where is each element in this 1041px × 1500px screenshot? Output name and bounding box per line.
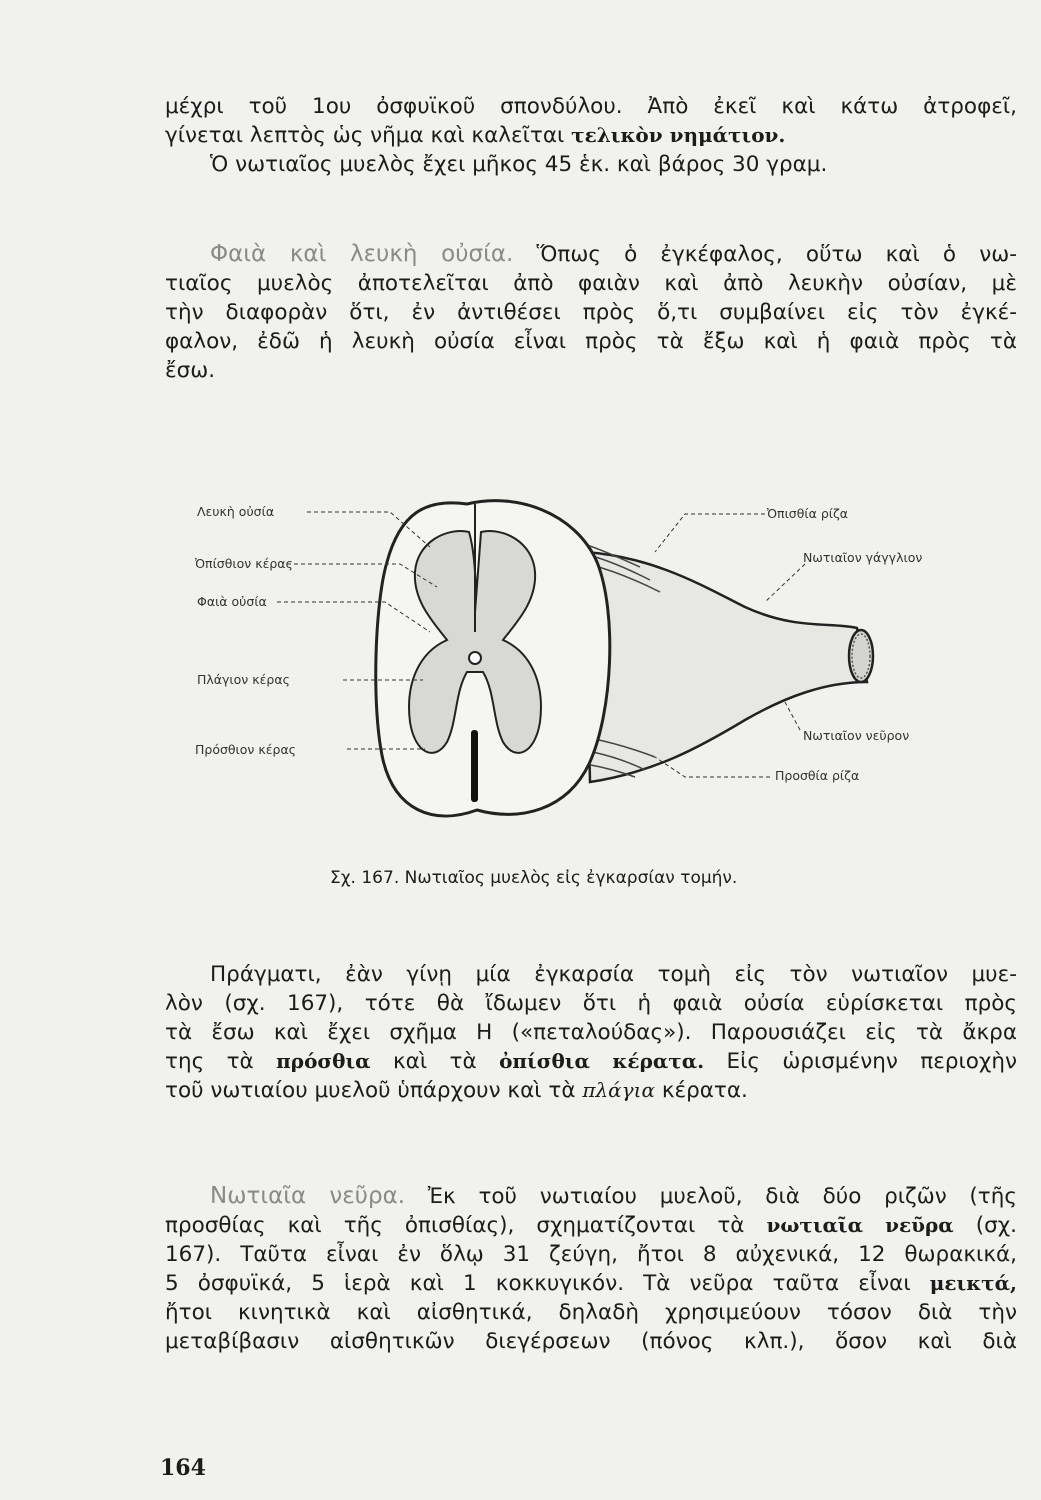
text-line: φαλον, ἐδῶ ἡ λευκὴ οὐσία εἶναι πρὸς τὰ ἔξω καὶ ἡ φαιὰ πρὸς τὰ — [165, 329, 1017, 354]
label-grey-matter: Φαιὰ οὐσία — [197, 594, 267, 609]
text-line: ἔσω. — [165, 358, 216, 383]
leader-anterior-root — [655, 757, 770, 777]
text-line: προσθίας καὶ τῆς ὀπισθίας), σχηματίζονται τὰ νωτιαῖα νεῦρα (σχ. — [165, 1213, 1017, 1238]
label-anterior-root: Προσθία ρίζα — [775, 768, 860, 783]
label-spinal-nerve: Νωτιαῖον νεῦρον — [803, 728, 910, 743]
text-line: Ὁ νωτιαῖος μυελὸς ἔχει μῆκος 45 ἑκ. καὶ βάρος 30 γραμ. — [210, 152, 828, 177]
term-lateral: πλάγια — [582, 1078, 655, 1102]
leader-spinal-ganglion — [765, 564, 805, 602]
leader-spinal-nerve — [785, 702, 800, 730]
section-heading: Νωτιαῖα νεῦρα. — [210, 1183, 406, 1209]
central-canal — [469, 652, 481, 664]
figure-caption: Σχ. 167. Νωτιαῖος μυελὸς εἰς ἐγκαρσίαν τομήν. — [330, 868, 738, 888]
page-number: 164 — [160, 1455, 206, 1481]
leader-posterior-root — [655, 514, 765, 552]
term-mixed: μεικτά, — [929, 1271, 1017, 1295]
text-line: τοῦ νωτιαίου μυελοῦ ὑπάρχουν καὶ τὰ πλάγια κέρατα. — [165, 1078, 748, 1103]
label-posterior-horn: Ὀπίσθιον κέρας — [195, 556, 293, 571]
text-line: Φαιὰ καὶ λευκὴ οὐσία. Ὅπως ὁ ἐγκέφαλος, οὕτω καὶ ὁ νω- — [165, 240, 1017, 269]
label-white-matter: Λευκὴ οὐσία — [197, 504, 275, 519]
text-line: ἤτοι κινητικὰ καὶ αἰσθητικά, δηλαδὴ χρησιμεύουν τόσον διὰ τὴν — [165, 1300, 1017, 1325]
text-line: Πράγματι, ἐὰν γίνῃ μία ἐγκαρσία τομὴ εἰς τὸν νωτιαῖον μυε- — [210, 962, 1017, 987]
spinal-cord-figure — [185, 492, 985, 882]
paragraph-spinal-nerves — [165, 1182, 1017, 1356]
paragraph-intro — [165, 92, 1017, 179]
text-line: τὴν διαφορὰν ὅτι, ἐν ἀντιθέσει πρὸς ὅ,τι συμβαίνει εἰς τὸν ἐγκέ- — [165, 300, 1017, 325]
label-posterior-root: Ὀπισθία ρίζα — [767, 506, 849, 521]
anterior-median-fissure — [471, 730, 478, 802]
label-lateral-horn: Πλάγιον κέρας — [197, 672, 290, 687]
term-posterior-horns: ὀπίσθια κέρατα. — [499, 1049, 705, 1073]
spinal-cord-illustration — [185, 492, 985, 882]
text-line: 167). Ταῦτα εἶναι ἐν ὅλῳ 31 ζεύγη, ἤτοι 8 αὐχενικά, 12 θωρακικά, — [165, 1242, 1017, 1267]
paragraph-cross-section — [165, 960, 1017, 1105]
term-filum-terminale: τελικὸν νημάτιον. — [571, 123, 786, 147]
text-line: Νωτιαῖα νεῦρα. Ἐκ τοῦ νωτιαίου μυελοῦ, διὰ δύο ριζῶν (τῆς — [165, 1182, 1017, 1211]
section-heading: Φαιὰ καὶ λευκὴ οὐσία. — [210, 241, 514, 267]
label-spinal-ganglion: Νωτιαῖον γάγγλιον — [803, 550, 923, 565]
text-line: τιαῖος μυελὸς ἀποτελεῖται ἀπὸ φαιὰν καὶ ἀπὸ λευκὴν οὐσίαν, μὲ — [165, 271, 1017, 296]
text-line: 5 ὀσφυϊκά, 5 ἱερὰ καὶ 1 κοκκυγικόν. Τὰ νεῦρα ταῦτα εἶναι μεικτά, — [165, 1271, 1017, 1296]
text-line: μεταβίβασιν αἰσθητικῶν διεγέρσεων (πόνος κλπ.), ὅσον καὶ διὰ — [165, 1329, 1017, 1354]
term-anterior-horns: πρόσθια — [276, 1049, 371, 1073]
text-line: μέχρι τοῦ 1ου ὀσφυϊκοῦ σπονδύλου. Ἀπὸ ἐκεῖ καὶ κάτω ἀτροφεῖ, — [165, 94, 1017, 119]
text-line: της τὰ πρόσθια καὶ τὰ ὀπίσθια κέρατα. Εἰς ὡρισμένην περιοχὴν — [165, 1049, 1017, 1074]
paragraph-grey-white-matter — [165, 240, 1017, 385]
text-line: λὸν (σχ. 167), τότε θὰ ἴδωμεν ὅτι ἡ φαιὰ οὐσία εὑρίσκεται πρὸς — [165, 991, 1017, 1016]
label-anterior-horn: Πρόσθιον κέρας — [195, 742, 297, 757]
text-line: γίνεται λεπτὸς ὡς νῆμα καὶ καλεῖται τελικὸν νημάτιον. — [165, 123, 786, 148]
text-line: τὰ ἔσω καὶ ἔχει σχῆμα Η («πεταλούδας»). Παρουσιάζει εἰς τὰ ἄκρα — [165, 1020, 1017, 1045]
term-spinal-nerves: νωτιαῖα νεῦρα — [766, 1213, 954, 1237]
